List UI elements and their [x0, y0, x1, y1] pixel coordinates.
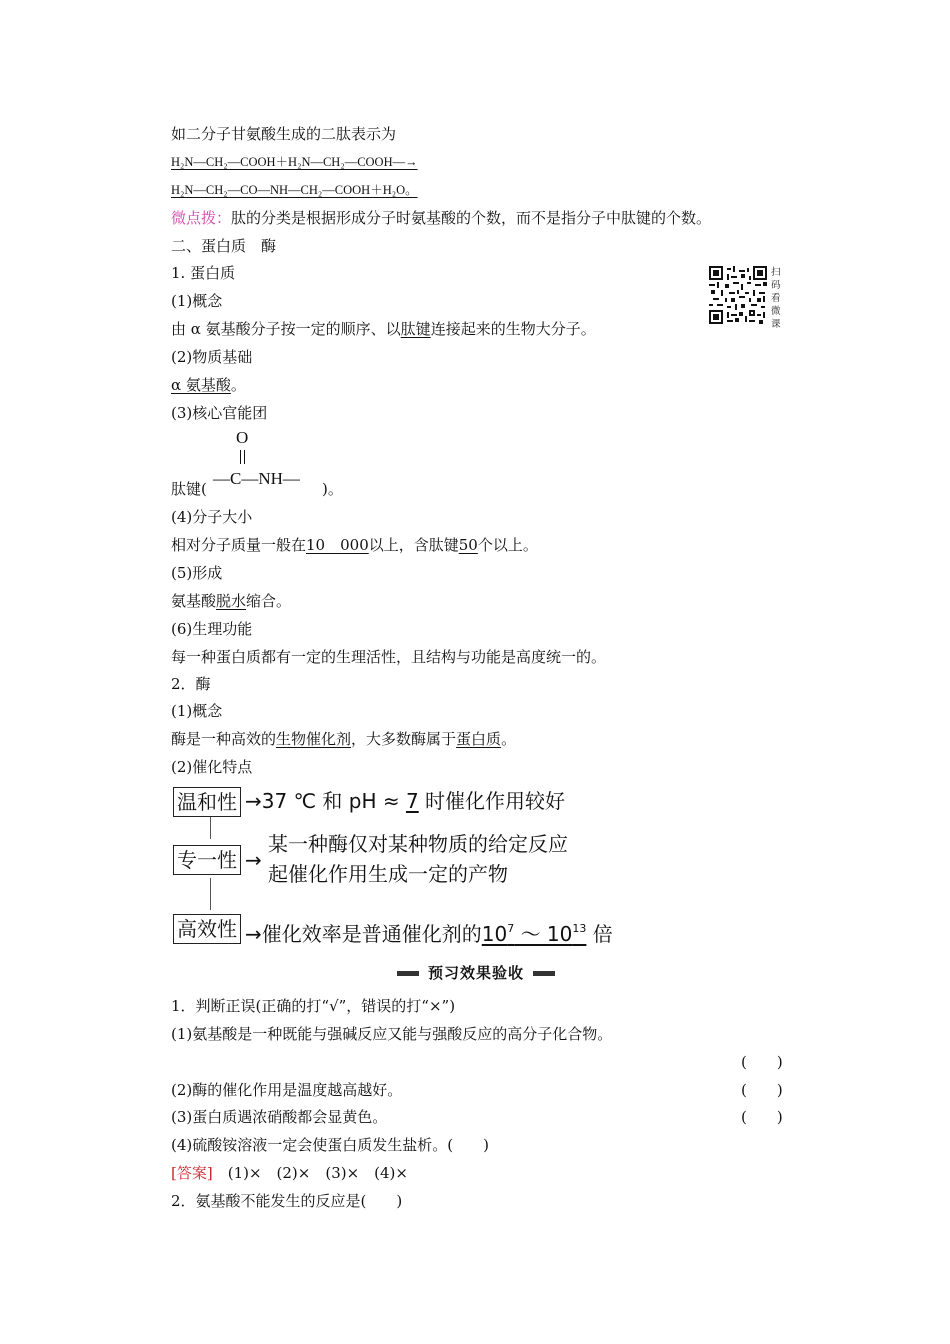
exponent: 13	[572, 922, 587, 935]
protein-function-heading: (6)生理功能	[171, 620, 253, 638]
answer-values: (1)× (2)× (3)× (4)×	[212, 1164, 408, 1182]
box-specificity: 专一性	[173, 845, 241, 875]
text-span: 37 ℃ 和 pH ≈	[261, 789, 406, 813]
answer-blank-3[interactable]: ( )	[741, 1108, 783, 1126]
tip-line	[171, 208, 711, 228]
peptide-bond-close: )。	[322, 480, 343, 498]
protein-form-text	[171, 591, 291, 611]
answer-amino-acid: α 氨基酸	[171, 376, 231, 394]
peptide-bond-open: 肽键(	[171, 480, 207, 498]
question1-item4: (4)硫酸铵溶液一定会使蛋白质发生盐析。( )	[171, 1136, 489, 1154]
question1-item3: (3)蛋白质遇浓硝酸都会显黄色。	[171, 1108, 388, 1126]
arrow-icon: →	[245, 789, 262, 813]
text-span: 由 α 氨基酸分子按一定的顺序、以	[171, 320, 401, 338]
text-span: 。	[501, 730, 517, 748]
protein-size-text	[171, 535, 538, 555]
text-span: 催化效率是普通催化剂的	[261, 922, 482, 946]
equation-products: H₂N—CH₂—CO—NH—CH₂—COOH＋H₂O。	[171, 183, 418, 197]
equation-reactants: H₂N—CH₂—COOH＋H₂N—CH₂—COOH―→	[171, 155, 418, 169]
question1-heading: 1．判断正误(正确的打“√”，错误的打“×”)	[171, 997, 456, 1015]
text-span: 缩合。	[246, 592, 292, 610]
answer-blank-1[interactable]: ( )	[741, 1053, 783, 1071]
protein-concept-heading: (1)概念	[171, 292, 223, 310]
enzyme-heading: 2．酶	[171, 675, 211, 693]
question2-heading: 2．氨基酸不能发生的反应是( )	[171, 1192, 403, 1210]
text-span: 氨基酸	[171, 592, 217, 610]
question1-item2: (2)酶的催化作用是温度越高越好。	[171, 1081, 403, 1099]
box-mildness: 温和性	[173, 787, 241, 817]
question1-item1: (1)氨基酸是一种既能与强碱反应又能与强酸反应的高分子化合物。	[171, 1025, 613, 1043]
protein-function-text: 每一种蛋白质都有一定的生理活性，且结构与功能是高度统一的。	[171, 648, 607, 666]
answer-label: [答案]	[171, 1164, 213, 1182]
double-bond-line	[240, 450, 241, 464]
text-span: 以上，含肽键	[368, 536, 459, 554]
answer-dehydration: 脱水	[216, 592, 247, 610]
text-span: 10	[481, 922, 508, 946]
text-span: 时催化作用较好	[418, 789, 566, 813]
connector-line	[210, 878, 211, 910]
protein-concept-text	[171, 319, 596, 339]
protein-group-heading: (3)核心官能团	[171, 404, 268, 422]
ph-value: 7	[405, 789, 419, 813]
text-span: 连接起来的生物大分子。	[430, 320, 596, 338]
qr-label: 扫码看微课	[771, 267, 781, 330]
section-heading: 二、蛋白质 酶	[171, 237, 277, 255]
answer-peptide-bond: 肽键	[400, 320, 431, 338]
connector-line	[210, 815, 211, 839]
answer-mass: 10 000	[306, 536, 369, 554]
answer-biocatalyst: 生物催化剂	[276, 730, 352, 748]
oxygen-atom: O	[236, 428, 249, 447]
intro-text: 如二分子甘氨酸生成的二肽表示为	[171, 125, 397, 143]
text-span: 相对分子质量一般在	[171, 536, 307, 554]
qr-code-icon[interactable]	[709, 266, 767, 324]
section-banner	[397, 963, 555, 985]
specificity-text-line1: 某一种酶仅对某种物质的给定反应	[268, 832, 568, 856]
protein-form-heading: (5)形成	[171, 564, 223, 582]
protein-size-heading: (4)分子大小	[171, 508, 253, 526]
text-span: 。	[230, 376, 246, 394]
text-span: 酶是一种高效的	[171, 730, 277, 748]
enzyme-feature-heading: (2)催化特点	[171, 758, 253, 776]
arrow-icon: →	[245, 922, 262, 946]
double-bond-line	[244, 450, 245, 464]
peptide-bond-structure	[213, 428, 333, 494]
enzyme-concept-heading: (1)概念	[171, 702, 223, 720]
arrow-icon: →	[245, 848, 262, 872]
exponent: 7	[507, 922, 515, 935]
peptide-bond-chain: —C—NH—	[213, 469, 300, 488]
text-span: 个以上。	[477, 536, 538, 554]
protein-basis-text	[171, 375, 246, 395]
answer-protein: 蛋白质	[456, 730, 502, 748]
text-span: 倍	[586, 922, 613, 946]
protein-basis-heading: (2)物质基础	[171, 348, 253, 366]
answer-bond-count: 50	[458, 536, 478, 554]
text-span: ～ 10	[514, 922, 573, 946]
text-span: ，大多数酶属于	[351, 730, 457, 748]
banner-title: 预习效果验收	[419, 963, 533, 983]
question1-answer	[171, 1163, 408, 1183]
specificity-text-line2: 起催化作用生成一定的产物	[268, 862, 508, 886]
tip-label: 微点拨：	[171, 209, 232, 227]
tip-text: 肽的分类是根据形成分子时氨基酸的个数，而不是指分子中肽键的个数。	[231, 209, 712, 227]
box-efficiency: 高效性	[173, 914, 241, 944]
efficiency-text	[245, 914, 613, 949]
efficiency-range	[482, 922, 587, 946]
enzyme-concept-text	[171, 729, 516, 749]
protein-heading: 1. 蛋白质	[171, 264, 236, 282]
answer-blank-2[interactable]: ( )	[741, 1081, 783, 1099]
mildness-text	[245, 786, 565, 816]
